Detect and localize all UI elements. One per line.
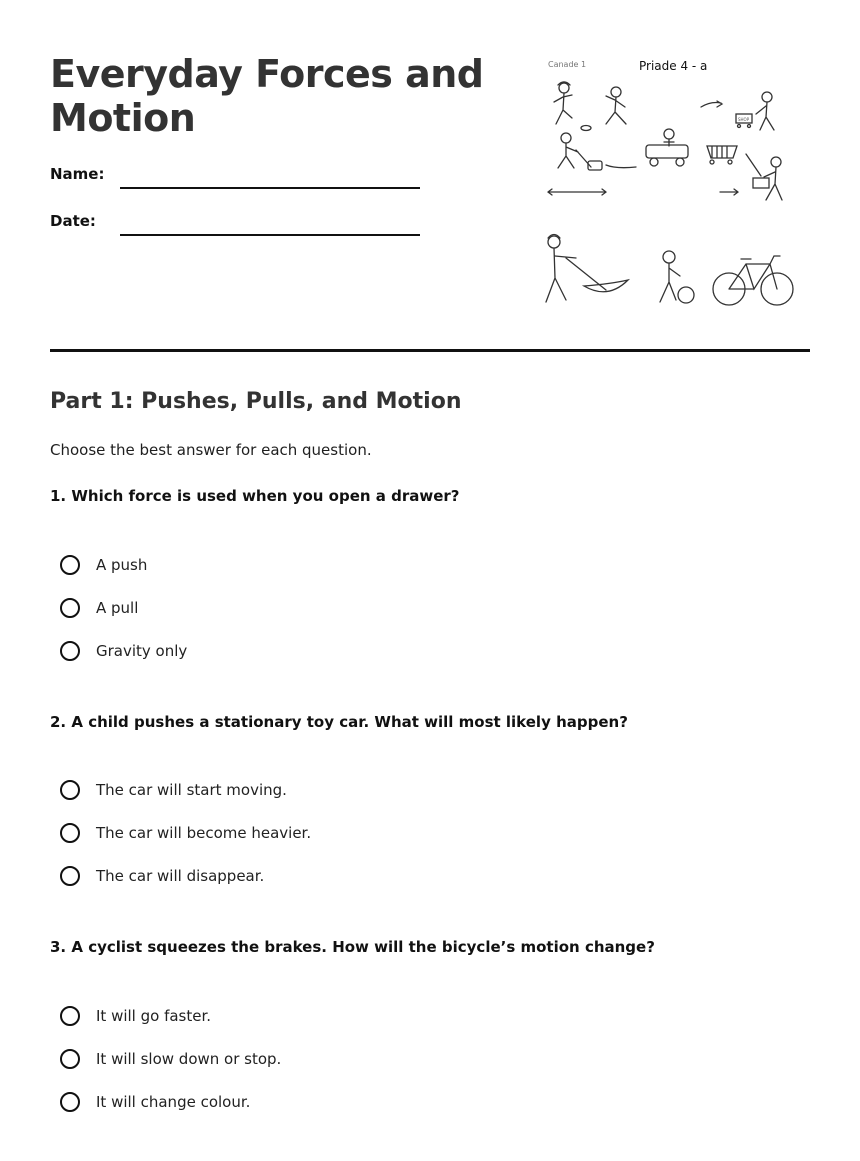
question-2: 2. A child pushes a stationary toy car. What will most likely happen? bbox=[50, 713, 628, 731]
child-pulling-wagon-icon bbox=[646, 129, 688, 166]
q2-option-c[interactable] bbox=[60, 863, 264, 889]
q1-option-b[interactable] bbox=[60, 595, 138, 621]
caption-left: Canade 1 bbox=[548, 60, 587, 69]
radio-button[interactable] bbox=[60, 823, 80, 843]
option-label: The car will start moving. bbox=[96, 781, 287, 799]
radio-button[interactable] bbox=[60, 1092, 80, 1112]
title-line-1: Everyday Forces and bbox=[50, 52, 484, 96]
boy-running-icon bbox=[606, 87, 626, 124]
q2-option-a[interactable] bbox=[60, 777, 287, 803]
child-pulling-sled-icon bbox=[546, 235, 628, 303]
forces-illustration bbox=[536, 52, 816, 314]
option-label: Gravity only bbox=[96, 642, 188, 660]
option-label: A pull bbox=[96, 599, 139, 617]
option-label: It will go faster. bbox=[96, 1007, 212, 1025]
radio-button[interactable] bbox=[60, 598, 80, 618]
child-with-wheel-icon bbox=[660, 251, 694, 303]
radio-button[interactable] bbox=[60, 1006, 80, 1026]
option-label: It will slow down or stop. bbox=[96, 1050, 282, 1068]
date-label: Date: bbox=[50, 212, 96, 230]
date-field[interactable] bbox=[120, 234, 420, 236]
option-label: A push bbox=[96, 556, 148, 574]
shop-sign: SHOP bbox=[738, 117, 750, 122]
name-label: Name: bbox=[50, 165, 105, 183]
name-field[interactable] bbox=[120, 187, 420, 189]
option-label: The car will become heavier. bbox=[96, 824, 312, 842]
q1-option-a[interactable] bbox=[60, 552, 147, 578]
part-title: Part 1: Pushes, Pulls, and Motion bbox=[50, 389, 462, 414]
radio-button[interactable] bbox=[60, 1049, 80, 1069]
double-arrow-icon bbox=[548, 189, 606, 195]
option-label: The car will disappear. bbox=[96, 867, 265, 885]
radio-button[interactable] bbox=[60, 641, 80, 661]
instructions: Choose the best answer for each question. bbox=[50, 441, 372, 459]
q3-option-a[interactable] bbox=[60, 1003, 211, 1029]
radio-button[interactable] bbox=[60, 555, 80, 575]
caption-right: Priade 4 - a bbox=[639, 59, 708, 73]
question-3: 3. A cyclist squeezes the brakes. How will the bicycle’s motion change? bbox=[50, 938, 655, 956]
question-1: 1. Which force is used when you open a drawer? bbox=[50, 487, 460, 505]
q2-option-b[interactable] bbox=[60, 820, 311, 846]
section-divider bbox=[50, 349, 810, 352]
child-pushing-cart-icon bbox=[720, 154, 782, 200]
title-line-2: Motion bbox=[50, 96, 196, 140]
radio-button[interactable] bbox=[60, 866, 80, 886]
radio-button[interactable] bbox=[60, 780, 80, 800]
girl-kicking-ball-icon bbox=[554, 82, 591, 131]
child-pushing-block-icon bbox=[558, 133, 636, 170]
child-pushing-cart-icon bbox=[701, 92, 774, 130]
q3-option-c[interactable] bbox=[60, 1089, 250, 1115]
worksheet-title bbox=[50, 52, 490, 140]
q3-option-b[interactable] bbox=[60, 1046, 281, 1072]
bicycle-icon bbox=[713, 256, 793, 305]
q1-option-c[interactable] bbox=[60, 638, 187, 664]
shopping-cart-icon bbox=[707, 146, 737, 164]
option-label: It will change colour. bbox=[96, 1093, 251, 1111]
